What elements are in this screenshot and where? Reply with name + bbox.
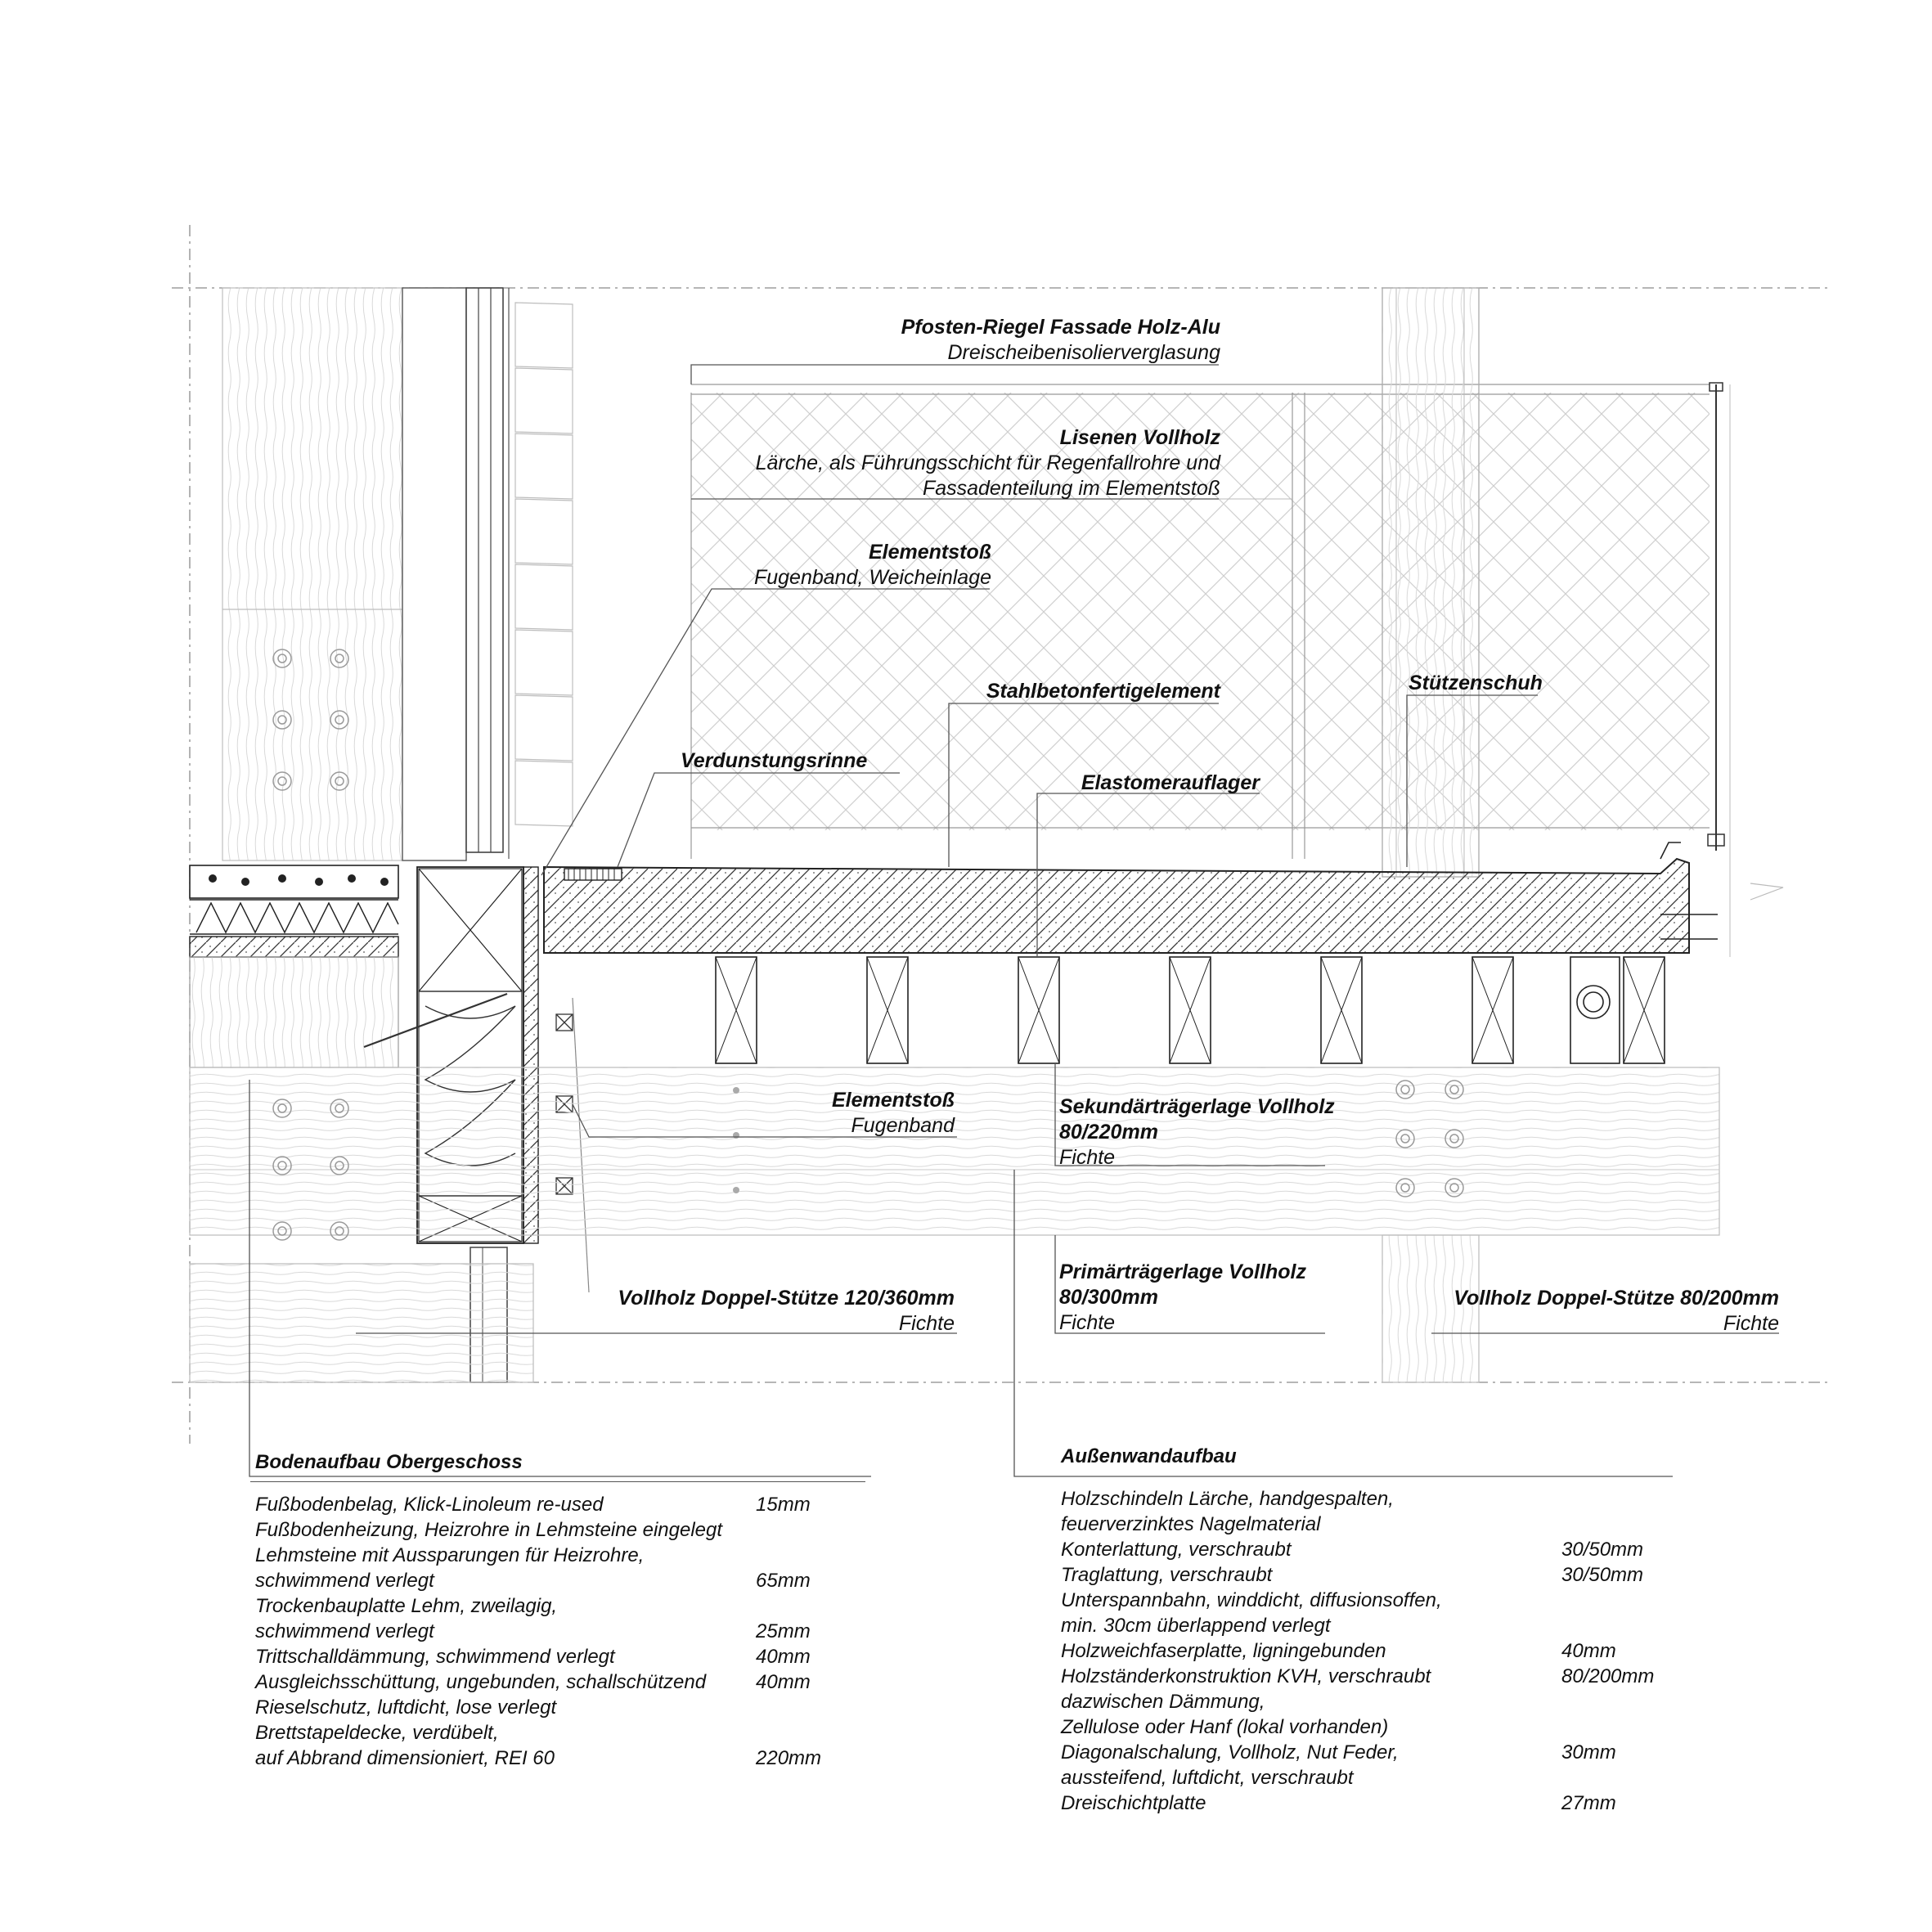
label-facade-sub: Dreischeibenisolierverglasung [947, 341, 1220, 364]
label-sekundaer-sub: Fichte [1059, 1146, 1116, 1169]
label-primaer-title1: Primärträgerlage Vollholz [1059, 1260, 1306, 1283]
legend-row-text: feuerverzinktes Nagelmaterial [1061, 1513, 1321, 1535]
legend-row-text: Trockenbauplatte Lehm, zweilagig, [255, 1595, 558, 1617]
legend-row-dimension: 220mm [756, 1747, 822, 1769]
label-primaer-title2: 80/300mm [1059, 1286, 1158, 1309]
label-sekundaer-title1: Sekundärträgerlage Vollholz [1059, 1095, 1335, 1118]
legend-row-text: Holzweichfaserplatte, ligningebunden [1061, 1640, 1386, 1662]
legend-boden-rows [255, 1492, 877, 1771]
legend-row [255, 1543, 877, 1568]
legend-row-dimension: 15mm [756, 1494, 811, 1516]
legend-row-text: Dreischichtplatte [1061, 1792, 1206, 1814]
legend-wand-heading: Außenwandaufbau [1061, 1445, 1237, 1467]
legend-boden [255, 1449, 877, 1771]
legend-row [1061, 1562, 1683, 1588]
legend-row [1061, 1714, 1683, 1740]
label-sekundaer [1059, 1094, 1335, 1170]
legend-row-text: auf Abbrand dimensioniert, REI 60 [255, 1747, 555, 1769]
legend-row-text: Brettstapeldecke, verdübelt, [255, 1722, 499, 1744]
legend-boden-heading: Bodenaufbau Obergeschoss [255, 1451, 523, 1473]
legend-row-dimension: 25mm [756, 1620, 811, 1642]
legend-row-dimension: 40mm [1561, 1640, 1616, 1662]
legend-row-text: schwimmend verlegt [255, 1570, 434, 1592]
legend-row-text: Trittschalldämmung, schwimmend verlegt [255, 1646, 615, 1668]
label-elastomer [1081, 771, 1260, 796]
legend-row-text: Holzständerkonstruktion KVH, verschraubt [1061, 1665, 1431, 1687]
label-verdunstung-title: Verdunstungsrinne [681, 749, 868, 772]
legend-row-dimension: 80/200mm [1561, 1665, 1655, 1687]
legend-wand-rows [1061, 1486, 1683, 1816]
label-elementstoss-top-title: Elementstoß [868, 541, 991, 564]
label-stuetze-right [1453, 1286, 1779, 1337]
label-facade-title: Pfosten-Riegel Fassade Holz-Alu [901, 316, 1220, 339]
legend-row-text: Lehmsteine mit Aussparungen für Heizrohre, [255, 1544, 645, 1566]
legend-row [255, 1619, 877, 1644]
label-primaer-sub: Fichte [1059, 1311, 1116, 1334]
legend-row [1061, 1638, 1683, 1664]
label-sekundaer-title2: 80/220mm [1059, 1121, 1158, 1143]
label-primaer [1059, 1260, 1306, 1336]
label-elementstoss-top [754, 540, 991, 591]
left-timber-column [222, 288, 573, 860]
label-lisenen-sub2: Fassadenteilung im Elementstoß [922, 477, 1220, 500]
label-stuetzenschuh [1409, 671, 1543, 696]
label-facade [901, 315, 1220, 366]
legend-row [255, 1746, 877, 1771]
legend-row-dimension: 30mm [1561, 1741, 1616, 1764]
legend-row [1061, 1740, 1683, 1765]
legend-row [1061, 1613, 1683, 1638]
legend-row [255, 1568, 877, 1593]
legend-row-text: Rieselschutz, luftdicht, lose verlegt [255, 1696, 557, 1719]
legend-row-text: Zellulose oder Hanf (lokal vorhanden) [1061, 1716, 1389, 1738]
label-elementstoss-mid-title: Elementstoß [831, 1089, 955, 1112]
label-stuetze-left [618, 1286, 955, 1337]
label-elementstoss-mid [832, 1088, 955, 1139]
label-verdunstung [681, 748, 867, 774]
legend-row-text: aussteifend, luftdicht, verschraubt [1061, 1767, 1354, 1789]
legend-row [255, 1593, 877, 1619]
label-stuetze-right-sub: Fichte [1723, 1312, 1779, 1335]
legend-row [255, 1669, 877, 1695]
label-stahlbeton [986, 679, 1220, 704]
legend-row [255, 1720, 877, 1746]
legend-row-text: Ausgleichsschüttung, ungebunden, schallschützend [255, 1671, 707, 1693]
legend-row-dimension: 27mm [1561, 1792, 1616, 1814]
legend-row-text: Diagonalschalung, Vollholz, Nut Feder, [1061, 1741, 1399, 1764]
legend-row-text: Holzschindeln Lärche, handgespalten, [1061, 1488, 1394, 1510]
legend-wand [1061, 1444, 1683, 1816]
label-lisenen-title: Lisenen Vollholz [1059, 426, 1220, 449]
label-stahlbeton-title: Stahlbetonfertigelement [986, 680, 1220, 703]
label-elementstoss-mid-sub: Fugenband [851, 1114, 955, 1137]
legend-row [1061, 1765, 1683, 1790]
legend-boden-rule [250, 1481, 865, 1482]
legend-row-text: Fußbodenheizung, Heizrohre in Lehmsteine eingelegt [255, 1519, 723, 1541]
legend-row-dimension: 30/50mm [1561, 1539, 1644, 1561]
legend-row [255, 1644, 877, 1669]
legend-row [1061, 1486, 1683, 1512]
legend-row [1061, 1588, 1683, 1613]
legend-row-dimension: 65mm [756, 1570, 811, 1592]
legend-row-text: dazwischen Dämmung, [1061, 1691, 1265, 1713]
label-stuetze-left-sub: Fichte [898, 1312, 955, 1335]
legend-row-text: Traglattung, verschraubt [1061, 1564, 1273, 1586]
legend-row [255, 1517, 877, 1543]
legend-row-text: min. 30cm überlappend verlegt [1061, 1615, 1331, 1637]
legend-row [255, 1492, 877, 1517]
label-elementstoss-top-sub: Fugenband, Weicheinlage [753, 566, 991, 589]
legend-row-dimension: 30/50mm [1561, 1564, 1644, 1586]
legend-row-dimension: 40mm [756, 1671, 811, 1693]
legend-row [1061, 1689, 1683, 1714]
label-stuetzenschuh-title: Stützenschuh [1409, 672, 1543, 694]
floor-buildup [190, 865, 398, 1067]
legend-row [255, 1695, 877, 1720]
label-lisenen [756, 425, 1220, 501]
legend-row-text: schwimmend verlegt [255, 1620, 434, 1642]
legend-row-text: Konterlattung, verschraubt [1061, 1539, 1292, 1561]
legend-row-text: Fußbodenbelag, Klick-Linoleum re-used [255, 1494, 604, 1516]
concrete-slab [544, 842, 1783, 953]
legend-row-text: Unterspannbahn, winddicht, diffusionsoffen, [1061, 1589, 1442, 1611]
legend-row [1061, 1512, 1683, 1537]
legend-row [1061, 1790, 1683, 1816]
label-stuetze-right-title: Vollholz Doppel-Stütze 80/200mm [1453, 1287, 1779, 1310]
legend-row [1061, 1537, 1683, 1562]
legend-row [1061, 1664, 1683, 1689]
label-elastomer-title: Elastomerauflager [1081, 771, 1260, 794]
facade-glazing [691, 288, 1730, 957]
label-lisenen-sub1: Lärche, als Führungsschicht für Regenfallrohre und [755, 452, 1220, 474]
legend-row-dimension: 40mm [756, 1646, 811, 1668]
label-stuetze-left-title: Vollholz Doppel-Stütze 120/360mm [618, 1287, 955, 1310]
secondary-beams [716, 957, 1665, 1063]
